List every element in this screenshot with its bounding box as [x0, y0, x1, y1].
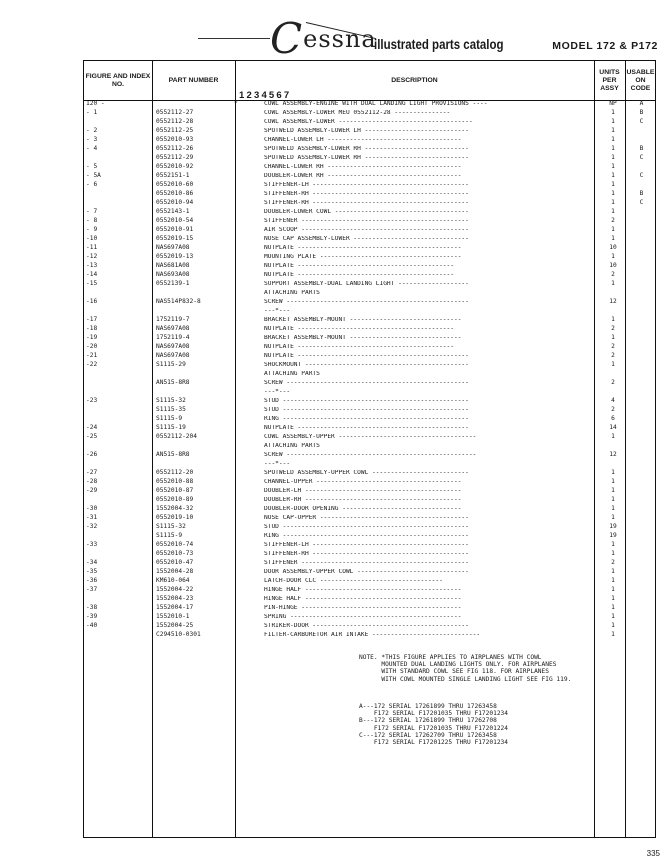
table-row	[84, 236, 655, 243]
description: BRACKET ASSEMBLY-MOUNT ------------------------------	[264, 317, 462, 323]
figure-index: -29	[86, 487, 98, 494]
figure-index: - 4	[86, 145, 98, 152]
units-per-assy: 19	[609, 523, 617, 530]
figure-index: - 8	[86, 217, 98, 224]
units-per-assy: 1	[611, 514, 615, 521]
description: STUD --------------------------------------------------	[264, 407, 469, 413]
figure-index: -19	[86, 334, 98, 341]
description: ---*---	[264, 308, 291, 314]
description: CHANNEL-UPPER ---------------------------------------	[264, 479, 462, 485]
cessna-logo	[270, 14, 377, 63]
description: BRACKET ASSEMBLY-MOUNT ------------------------------	[264, 335, 462, 341]
description: ATTACHING PARTS	[264, 443, 320, 449]
logo-initial: C	[270, 14, 304, 63]
part-number: 0552112-29	[156, 154, 194, 161]
catalog-title: illustrated parts catalog	[374, 36, 504, 52]
figure-index: -25	[86, 433, 98, 440]
part-number: 0552019-15	[156, 235, 194, 242]
units-per-assy: 2	[611, 271, 615, 278]
description: NUTPLATE ------------------------------------------	[264, 326, 454, 332]
description: DOUBLER-DOOR OPENING --------------------------------	[264, 506, 462, 512]
usable-on-code: B	[639, 145, 644, 152]
usable-on-code: C	[639, 172, 644, 179]
table-row	[84, 209, 655, 216]
part-number: 0552112-26	[156, 145, 194, 152]
part-number: S1115-9	[156, 415, 183, 422]
part-number: 0552019-13	[156, 253, 194, 260]
part-number: NAS514P832-8	[156, 298, 201, 305]
description: HINGE HALF ------------------------------------------	[264, 596, 462, 602]
table-row	[84, 551, 655, 558]
units-per-assy: 1	[611, 163, 615, 170]
figure-index: -31	[86, 514, 98, 521]
table-row	[84, 632, 655, 639]
col-header-units: UNITS PER ASSY	[599, 68, 620, 92]
description: RING --------------------------------------------------	[264, 416, 469, 422]
units-per-assy: 2	[611, 406, 615, 413]
description: NUTPLATE ------------------------------------------	[264, 263, 454, 269]
indent-digits: 1234567	[239, 90, 292, 101]
col-header-description: DESCRIPTION	[391, 76, 438, 84]
part-number: S1115-32	[156, 523, 186, 530]
description: NUTPLATE ----------------------------------------------	[264, 353, 469, 359]
table-row	[84, 263, 655, 270]
usable-on-code: A	[639, 100, 644, 107]
units-per-assy: NP	[609, 100, 617, 107]
description: STUD --------------------------------------------------	[264, 398, 469, 404]
part-number: 0552112-27	[156, 109, 194, 116]
table-row	[84, 317, 655, 324]
table-row	[84, 533, 655, 540]
figure-index: -27	[86, 469, 98, 476]
part-number: NAS697A08	[156, 352, 190, 359]
description: STIFFENER-RH ------------------------------------------	[264, 551, 469, 557]
table-row	[84, 605, 655, 612]
table-row	[84, 488, 655, 495]
figure-index: 120 -	[86, 100, 105, 107]
note-text: NOTE. *THIS FIGURE APPLIES TO AIRPLANES WITH COWL MOUNTED DUAL LANDING LIGHTS ONLY. FOR AIRPLANES WITH STANDARD COWL SEE FIG 118. FOR AIRPLANES WITH COWL MOUNTED SINGLE LANDING LIGHT SEE FIG 119.	[359, 654, 572, 683]
table-row	[84, 623, 655, 630]
part-number: 1552004-32	[156, 505, 194, 512]
table-row	[84, 560, 655, 567]
figure-index: -10	[86, 235, 98, 242]
figure-index: -18	[86, 325, 98, 332]
description: MOUNTING PLATE --------------------------------------	[264, 254, 462, 260]
units-per-assy: 1	[611, 280, 615, 287]
description: COWL ASSEMBLY-ENGINE WITH DUAL LANDING LIGHT PROVISIONS ----	[264, 101, 488, 107]
units-per-assy: 6	[611, 415, 615, 422]
part-number: NAS693A08	[156, 271, 190, 278]
figure-index: - 1	[86, 109, 98, 116]
units-per-assy: 1	[611, 487, 615, 494]
description: SPOTWELD ASSEMBLY-LOWER LH ----------------------------	[264, 128, 469, 134]
table-row	[84, 434, 655, 441]
table-row	[84, 254, 655, 261]
units-per-assy: 1	[611, 613, 615, 620]
parts-table	[83, 60, 656, 838]
table-row	[84, 281, 655, 288]
part-number: AN515-8R8	[156, 451, 190, 458]
figure-index: - 7	[86, 208, 98, 215]
units-per-assy: 1	[611, 541, 615, 548]
description: DOUBLER-LH ------------------------------------------	[264, 488, 462, 494]
part-number: 0552010-88	[156, 478, 194, 485]
table-row	[84, 299, 655, 306]
description: SCREW -------------------------------------------------	[264, 299, 469, 305]
units-per-assy: 1	[611, 469, 615, 476]
units-per-assy: 12	[609, 451, 617, 458]
description: CHANNEL-LOWER RH ------------------------------------	[264, 164, 462, 170]
description: ATTACHING PARTS	[264, 290, 320, 296]
table-row	[84, 452, 655, 459]
table-row	[84, 506, 655, 513]
description: SPOTWELD ASSEMBLY-UPPER COWL --------------------------	[264, 470, 469, 476]
units-per-assy: 1	[611, 577, 615, 584]
units-per-assy: 1	[611, 361, 615, 368]
units-per-assy: 1	[611, 145, 615, 152]
description: STIFFENER-RH ------------------------------------------	[264, 191, 469, 197]
part-number: C294510-0301	[156, 631, 201, 638]
figure-index: - 3	[86, 136, 98, 143]
units-per-assy: 1	[611, 505, 615, 512]
units-per-assy: 1	[611, 433, 615, 440]
figure-index: -20	[86, 343, 98, 350]
table-row	[84, 119, 655, 126]
part-number: 0552151-1	[156, 172, 190, 179]
figure-index: - 5A	[86, 172, 101, 179]
units-per-assy: 1	[611, 235, 615, 242]
table-row	[84, 614, 655, 621]
table-row	[84, 110, 655, 117]
part-number: 0552010-47	[156, 559, 194, 566]
table-row	[84, 416, 655, 423]
usable-on-code: B	[639, 190, 644, 197]
part-number: 0552112-204	[156, 433, 197, 440]
figure-index: -34	[86, 559, 98, 566]
part-number: NAS697A08	[156, 244, 190, 251]
table-row	[84, 290, 655, 297]
part-number: NAS697A08	[156, 325, 190, 332]
part-number: 0552010-93	[156, 136, 194, 143]
description: PIN-HINGE -------------------------------------------	[264, 605, 462, 611]
figure-index: -15	[86, 280, 98, 287]
description: HINGE HALF ------------------------------------------	[264, 587, 462, 593]
units-per-assy: 1	[611, 154, 615, 161]
part-number: 0552010-54	[156, 217, 194, 224]
description: SPOTWELD ASSEMBLY-LOWER RH ----------------------------	[264, 146, 469, 152]
figure-index: -12	[86, 253, 98, 260]
description: STIFFENER-LH ------------------------------------------	[264, 542, 469, 548]
page-header	[0, 0, 672, 63]
description: STUD --------------------------------------------------	[264, 524, 469, 530]
description: STIFFENER-RH ------------------------------------------	[264, 200, 469, 206]
units-per-assy: 1	[611, 226, 615, 233]
table-row	[84, 344, 655, 351]
units-per-assy: 1	[611, 253, 615, 260]
description: DOUBLER-RH ------------------------------------------	[264, 497, 462, 503]
part-number: 1552004-22	[156, 586, 194, 593]
table-row	[84, 497, 655, 504]
table-row	[84, 335, 655, 342]
units-per-assy: 1	[611, 127, 615, 134]
description: DOOR ASSEMBLY-UPPER COWL ------------------------------	[264, 569, 469, 575]
figure-index: -36	[86, 577, 98, 584]
part-number: S1115-32	[156, 397, 186, 404]
units-per-assy: 2	[611, 217, 615, 224]
description: NOSE CAP ASSEMBLY-LOWER -------------------------------	[264, 236, 469, 242]
usable-on-code: C	[639, 118, 644, 125]
units-per-assy: 1	[611, 136, 615, 143]
figure-index: -37	[86, 586, 98, 593]
description: DOUBLER-LOWER RH ------------------------------------	[264, 173, 462, 179]
units-per-assy: 2	[611, 559, 615, 566]
description: FILTER-CARBURETOR AIR INTAKE -----------------------------	[264, 632, 481, 638]
units-per-assy: 2	[611, 325, 615, 332]
description: STRIKER-DOOR ------------------------------------------	[264, 623, 469, 629]
figure-index: -21	[86, 352, 98, 359]
part-number: 0552139-1	[156, 280, 190, 287]
units-per-assy: 1	[611, 550, 615, 557]
figure-index: -30	[86, 505, 98, 512]
description: ---*---	[264, 461, 291, 467]
description: DOUBLER-LOWER COWL ------------------------------------	[264, 209, 469, 215]
description: COWL ASSEMBLY-LOWER ------------------------------------	[264, 119, 473, 125]
table-row	[84, 173, 655, 180]
units-per-assy: 1	[611, 622, 615, 629]
model-title: MODEL 172 & P172	[552, 40, 658, 52]
units-per-assy: 1	[611, 568, 615, 575]
figure-index: -11	[86, 244, 98, 251]
description: STIFFENER-LH ------------------------------------------	[264, 182, 469, 188]
table-row	[84, 407, 655, 414]
table-row	[84, 128, 655, 135]
description: SUPPORT ASSEMBLY-DUAL LANDING LIGHT -------------------	[264, 281, 469, 287]
part-number: 0552112-25	[156, 127, 194, 134]
col-header-usable: USABLE ON CODE	[626, 68, 655, 92]
usable-on-code: B	[639, 109, 644, 116]
part-number: 0552010-60	[156, 181, 194, 188]
units-per-assy: 1	[611, 181, 615, 188]
figure-index: - 9	[86, 226, 98, 233]
units-per-assy: 1	[611, 208, 615, 215]
part-number: 0552010-91	[156, 226, 194, 233]
units-per-assy: 12	[609, 298, 617, 305]
figure-index: - 2	[86, 127, 98, 134]
units-per-assy: 10	[609, 262, 617, 269]
units-per-assy: 1	[611, 316, 615, 323]
figure-index: -16	[86, 298, 98, 305]
table-row	[84, 191, 655, 198]
part-number: 0552010-86	[156, 190, 194, 197]
table-row	[84, 398, 655, 405]
table-row	[84, 362, 655, 369]
description: SPOTWELD ASSEMBLY-LOWER RH ----------------------------	[264, 155, 469, 161]
part-number: S1115-29	[156, 361, 186, 368]
description: SCREW -------------------------------------------------	[264, 380, 469, 386]
description: COWL ASSEMBLY-LOWER MEU 0552112-28 ---------------	[264, 110, 451, 116]
description: NUTPLATE ------------------------------------------	[264, 272, 454, 278]
description: CHANNEL-LOWER LH ------------------------------------	[264, 137, 462, 143]
figure-index: -26	[86, 451, 98, 458]
units-per-assy: 2	[611, 352, 615, 359]
table-row	[84, 542, 655, 549]
table-row	[84, 380, 655, 387]
table-row	[84, 515, 655, 522]
table-row	[84, 155, 655, 162]
units-per-assy: 1	[611, 604, 615, 611]
part-number: NAS697A08	[156, 343, 190, 350]
table-row	[84, 578, 655, 585]
part-number: 1552004-28	[156, 568, 194, 575]
table-row	[84, 308, 655, 315]
code-legend: A---172 SERIAL 17261899 THRU 17263458 F172 SERIAL F17201035 THRU F17201234 B---172 SERIAL 17261899 THRU 17262708 F172 SERIAL F17201035 THRU F17201224 C---172 SERIAL 17262709 THRU 17263458 F172 SERIAL F17201225 THRU F17201234	[359, 703, 509, 747]
figure-index: -35	[86, 568, 98, 575]
units-per-assy: 1	[611, 190, 615, 197]
part-number: 0552143-1	[156, 208, 190, 215]
units-per-assy: 1	[611, 496, 615, 503]
table-row	[84, 164, 655, 171]
table-row	[84, 272, 655, 279]
description: ---*---	[264, 389, 291, 395]
part-number: S1115-9	[156, 532, 183, 539]
figure-index: - 5	[86, 163, 98, 170]
col-header-part-number: PART NUMBER	[168, 76, 219, 84]
table-row	[84, 353, 655, 360]
description: NOSE CAP-UPPER ----------------------------------------	[264, 515, 469, 521]
table-row	[84, 587, 655, 594]
part-number: 0552112-28	[156, 118, 194, 125]
description: STIFFENER ---------------------------------------------	[264, 560, 469, 566]
table-row	[84, 371, 655, 378]
figure-index: -23	[86, 397, 98, 404]
table-row	[84, 101, 655, 108]
units-per-assy: 10	[609, 244, 617, 251]
part-number: 0552019-10	[156, 514, 194, 521]
description: AIR SCOOP ---------------------------------------------	[264, 227, 469, 233]
table-row	[84, 389, 655, 396]
table-row	[84, 137, 655, 144]
table-header	[84, 61, 655, 101]
figure-index: - 6	[86, 181, 98, 188]
description: ATTACHING PARTS	[264, 371, 320, 377]
col-header-figure: FIGURE AND INDEX NO.	[85, 72, 151, 88]
description: NUTPLATE --------------------------------------------	[264, 245, 462, 251]
figure-index: -28	[86, 478, 98, 485]
units-per-assy: 1	[611, 334, 615, 341]
part-number: S1115-19	[156, 424, 186, 431]
table-row	[84, 461, 655, 468]
part-number: 1552004-23	[156, 595, 194, 602]
figure-index: -24	[86, 424, 98, 431]
units-per-assy: 1	[611, 631, 615, 638]
units-per-assy: 4	[611, 397, 615, 404]
part-number: 0552010-89	[156, 496, 194, 503]
units-per-assy: 1	[611, 172, 615, 179]
part-number: 0552010-87	[156, 487, 194, 494]
figure-index: -33	[86, 541, 98, 548]
table-row	[84, 227, 655, 234]
part-number: 1552004-25	[156, 622, 194, 629]
table-row	[84, 425, 655, 432]
description: SCREW ---------------------------------------------------	[264, 452, 477, 458]
description: SHOCKMOUNT --------------------------------------------	[264, 362, 469, 368]
table-row	[84, 443, 655, 450]
units-per-assy: 1	[611, 109, 615, 116]
figure-index: -22	[86, 361, 98, 368]
part-number: 1752119-4	[156, 334, 190, 341]
description: STIFFENER ---------------------------------------------	[264, 218, 469, 224]
logo-rest: essna	[303, 25, 377, 53]
part-number: AN515-8R8	[156, 379, 190, 386]
table-row	[84, 479, 655, 486]
units-per-assy: 1	[611, 586, 615, 593]
table-row	[84, 182, 655, 189]
description: LATCH-DOOR CLC ---------------------------------	[264, 578, 443, 584]
part-number: 1752119-7	[156, 316, 190, 323]
figure-index: -40	[86, 622, 98, 629]
figure-index: -17	[86, 316, 98, 323]
description: NUTPLATE ------------------------------------------	[264, 344, 454, 350]
table-row	[84, 524, 655, 531]
description: COWL ASSEMBLY-UPPER -------------------------------------	[264, 434, 477, 440]
table-row	[84, 218, 655, 225]
figure-index: -14	[86, 271, 98, 278]
units-per-assy: 14	[609, 424, 617, 431]
table-row	[84, 326, 655, 333]
units-per-assy: 1	[611, 478, 615, 485]
units-per-assy: 1	[611, 199, 615, 206]
part-number: 0552112-20	[156, 469, 194, 476]
part-number: S1115-35	[156, 406, 186, 413]
usable-on-code: C	[639, 154, 644, 161]
part-number: 0552010-73	[156, 550, 194, 557]
part-number: 1552004-17	[156, 604, 194, 611]
part-number: 0552010-92	[156, 163, 194, 170]
units-per-assy: 2	[611, 343, 615, 350]
table-row	[84, 200, 655, 207]
units-per-assy: 1	[611, 595, 615, 602]
part-number: 0552010-94	[156, 199, 194, 206]
part-number: 0552010-74	[156, 541, 194, 548]
page-number: 335	[646, 849, 660, 858]
description: SPRING ----------------------------------------------	[264, 614, 462, 620]
applicability-mark: *	[234, 100, 238, 107]
part-number: KM610-064	[156, 577, 190, 584]
table-row	[84, 146, 655, 153]
units-per-assy: 19	[609, 532, 617, 539]
figure-index: -13	[86, 262, 98, 269]
part-number: 1552010-1	[156, 613, 190, 620]
figure-index: -32	[86, 523, 98, 530]
figure-index: -39	[86, 613, 98, 620]
description: NUTPLATE ----------------------------------------------	[264, 425, 469, 431]
units-per-assy: 1	[611, 118, 615, 125]
figure-index: -38	[86, 604, 98, 611]
header-rule	[198, 38, 270, 39]
table-row	[84, 569, 655, 576]
units-per-assy: 2	[611, 379, 615, 386]
usable-on-code: C	[639, 199, 644, 206]
table-row	[84, 596, 655, 603]
part-number: NAS681A08	[156, 262, 190, 269]
table-row	[84, 470, 655, 477]
table-row	[84, 245, 655, 252]
description: RING --------------------------------------------------	[264, 533, 469, 539]
